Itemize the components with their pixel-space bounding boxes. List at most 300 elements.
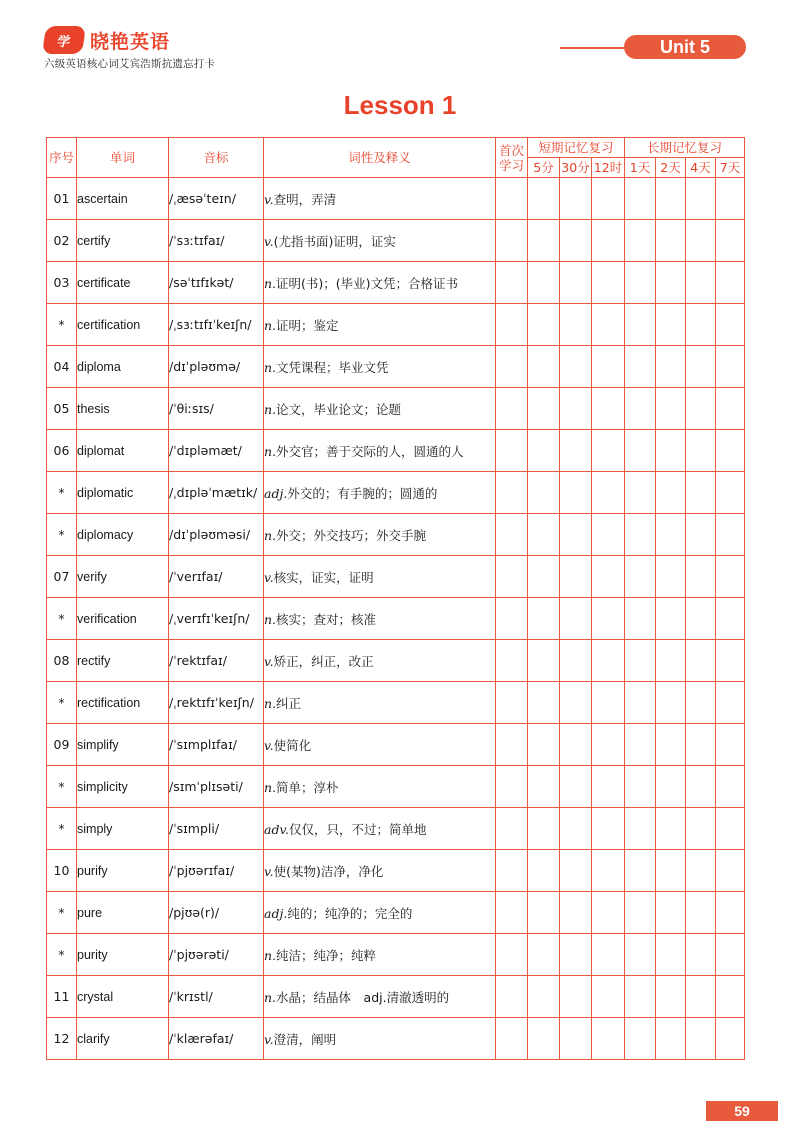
definition: 矫正，纠正，改正 <box>273 653 374 669</box>
review-checkbox-cell[interactable] <box>560 682 592 724</box>
table-row <box>47 262 745 304</box>
table-row <box>47 808 745 850</box>
review-checkbox-cell[interactable] <box>686 892 716 934</box>
review-checkbox-cell[interactable] <box>592 850 625 892</box>
review-checkbox-cell[interactable] <box>686 934 716 976</box>
row-phonetic: /sɪmˈplɪsəti/ <box>169 766 264 808</box>
review-checkbox-cell[interactable] <box>716 514 745 556</box>
row-phonetic: /ˈdɪpləmæt/ <box>169 430 264 472</box>
table-row <box>47 178 745 220</box>
review-checkbox-cell[interactable] <box>592 724 625 766</box>
review-checkbox-cell[interactable] <box>528 1018 560 1060</box>
header-short-0: 5分 <box>528 158 560 178</box>
review-checkbox-cell[interactable] <box>528 514 560 556</box>
row-index: 01 <box>47 178 77 220</box>
part-of-speech: adv. <box>264 821 290 837</box>
review-checkbox-cell[interactable] <box>496 598 528 640</box>
definition: 纯洁；纯净；纯粹 <box>276 947 377 963</box>
table-row <box>47 514 745 556</box>
review-checkbox-cell[interactable] <box>528 850 560 892</box>
review-checkbox-cell[interactable] <box>560 262 592 304</box>
row-index: * <box>47 892 77 934</box>
row-word: certification <box>77 304 169 346</box>
row-index: 04 <box>47 346 77 388</box>
review-checkbox-cell[interactable] <box>592 976 625 1018</box>
row-word: rectification <box>77 682 169 724</box>
row-word: pure <box>77 892 169 934</box>
review-checkbox-cell[interactable] <box>592 892 625 934</box>
row-meaning <box>264 346 496 388</box>
review-checkbox-cell[interactable] <box>656 766 686 808</box>
review-checkbox-cell[interactable] <box>560 808 592 850</box>
header-long-3: 7天 <box>716 158 745 178</box>
review-checkbox-cell[interactable] <box>686 514 716 556</box>
review-checkbox-cell[interactable] <box>592 808 625 850</box>
row-meaning <box>264 388 496 430</box>
review-checkbox-cell[interactable] <box>496 724 528 766</box>
part-of-speech: n. <box>264 989 277 1005</box>
table-row <box>47 472 745 514</box>
row-meaning <box>264 598 496 640</box>
row-index: 10 <box>47 850 77 892</box>
review-checkbox-cell[interactable] <box>560 346 592 388</box>
row-phonetic: /ˌrektɪfɪˈkeɪʃn/ <box>169 682 264 724</box>
review-checkbox-cell[interactable] <box>686 220 716 262</box>
review-checkbox-cell[interactable] <box>686 976 716 1018</box>
review-checkbox-cell[interactable] <box>592 472 625 514</box>
review-checkbox-cell[interactable] <box>496 178 528 220</box>
review-checkbox-cell[interactable] <box>656 892 686 934</box>
row-word: diploma <box>77 346 169 388</box>
review-checkbox-cell[interactable] <box>625 220 656 262</box>
review-checkbox-cell[interactable] <box>656 850 686 892</box>
review-checkbox-cell[interactable] <box>625 724 656 766</box>
review-checkbox-cell[interactable] <box>625 976 656 1018</box>
review-checkbox-cell[interactable] <box>528 766 560 808</box>
table-row <box>47 934 745 976</box>
review-checkbox-cell[interactable] <box>592 346 625 388</box>
review-checkbox-cell[interactable] <box>496 850 528 892</box>
review-checkbox-cell[interactable] <box>560 976 592 1018</box>
definition: 外交的；有手腕的；圆通的 <box>287 485 438 501</box>
review-checkbox-cell[interactable] <box>560 892 592 934</box>
review-checkbox-cell[interactable] <box>686 304 716 346</box>
review-checkbox-cell[interactable] <box>656 220 686 262</box>
definition: (尤指书面)证明，证实 <box>273 233 396 249</box>
part-of-speech: v. <box>264 569 274 585</box>
review-checkbox-cell[interactable] <box>716 640 745 682</box>
review-checkbox-cell[interactable] <box>496 388 528 430</box>
table-row <box>47 388 745 430</box>
review-checkbox-cell[interactable] <box>496 346 528 388</box>
book-subtitle: 六级英语核心词艾宾浩斯抗遗忘打卡 <box>44 58 216 70</box>
review-checkbox-cell[interactable] <box>686 556 716 598</box>
review-checkbox-cell[interactable] <box>716 892 745 934</box>
definition: 查明，弄清 <box>273 191 337 207</box>
row-phonetic: /ˈpjʊərəti/ <box>169 934 264 976</box>
review-checkbox-cell[interactable] <box>625 850 656 892</box>
row-word: verify <box>77 556 169 598</box>
review-checkbox-cell[interactable] <box>625 766 656 808</box>
review-checkbox-cell[interactable] <box>625 304 656 346</box>
review-checkbox-cell[interactable] <box>592 262 625 304</box>
review-checkbox-cell[interactable] <box>560 304 592 346</box>
review-checkbox-cell[interactable] <box>528 976 560 1018</box>
review-checkbox-cell[interactable] <box>528 430 560 472</box>
review-checkbox-cell[interactable] <box>686 472 716 514</box>
row-index: * <box>47 598 77 640</box>
review-checkbox-cell[interactable] <box>625 472 656 514</box>
row-phonetic: /ˈpjʊərɪfaɪ/ <box>169 850 264 892</box>
table-row <box>47 724 745 766</box>
lesson-title: Lesson 1 <box>343 90 457 120</box>
review-checkbox-cell[interactable] <box>528 472 560 514</box>
part-of-speech: n. <box>264 275 277 291</box>
review-checkbox-cell[interactable] <box>625 598 656 640</box>
review-checkbox-cell[interactable] <box>592 220 625 262</box>
row-phonetic: /ˌdɪpləˈmætɪk/ <box>169 472 264 514</box>
review-checkbox-cell[interactable] <box>686 388 716 430</box>
review-checkbox-cell[interactable] <box>592 514 625 556</box>
part-of-speech: n. <box>264 611 277 627</box>
row-index: * <box>47 766 77 808</box>
review-checkbox-cell[interactable] <box>528 220 560 262</box>
header-long-2: 4天 <box>686 158 716 178</box>
part-of-speech: n. <box>264 359 277 375</box>
review-checkbox-cell[interactable] <box>656 430 686 472</box>
review-checkbox-cell[interactable] <box>716 598 745 640</box>
table-row <box>47 220 745 262</box>
row-phonetic: /dɪˈpləʊməsi/ <box>169 514 264 556</box>
row-meaning <box>264 262 496 304</box>
review-checkbox-cell[interactable] <box>592 556 625 598</box>
review-checkbox-cell[interactable] <box>716 388 745 430</box>
review-checkbox-cell[interactable] <box>560 514 592 556</box>
review-checkbox-cell[interactable] <box>716 850 745 892</box>
review-checkbox-cell[interactable] <box>560 430 592 472</box>
row-word: purity <box>77 934 169 976</box>
review-checkbox-cell[interactable] <box>716 430 745 472</box>
review-checkbox-cell[interactable] <box>686 598 716 640</box>
row-index: 09 <box>47 724 77 766</box>
part-of-speech: n. <box>264 695 277 711</box>
part-of-speech: v. <box>264 737 274 753</box>
review-checkbox-cell[interactable] <box>528 934 560 976</box>
review-checkbox-cell[interactable] <box>656 514 686 556</box>
review-checkbox-cell[interactable] <box>528 388 560 430</box>
row-word: rectify <box>77 640 169 682</box>
review-checkbox-cell[interactable] <box>560 724 592 766</box>
review-checkbox-cell[interactable] <box>528 556 560 598</box>
review-checkbox-cell[interactable] <box>625 682 656 724</box>
review-checkbox-cell[interactable] <box>592 304 625 346</box>
review-checkbox-cell[interactable] <box>625 514 656 556</box>
row-meaning <box>264 304 496 346</box>
part-of-speech: v. <box>264 191 274 207</box>
review-checkbox-cell[interactable] <box>496 556 528 598</box>
row-index: 07 <box>47 556 77 598</box>
review-checkbox-cell[interactable] <box>656 556 686 598</box>
row-index: * <box>47 304 77 346</box>
review-checkbox-cell[interactable] <box>496 892 528 934</box>
definition: 使(某物)洁净，净化 <box>273 863 384 879</box>
header-first-study: 首次学习 <box>496 138 528 178</box>
review-checkbox-cell[interactable] <box>656 808 686 850</box>
review-checkbox-cell[interactable] <box>528 598 560 640</box>
review-checkbox-cell[interactable] <box>686 808 716 850</box>
review-checkbox-cell[interactable] <box>592 682 625 724</box>
review-checkbox-cell[interactable] <box>496 766 528 808</box>
review-checkbox-cell[interactable] <box>656 640 686 682</box>
row-word: diplomatic <box>77 472 169 514</box>
part-of-speech: v. <box>264 863 274 879</box>
row-word: purify <box>77 850 169 892</box>
row-index: * <box>47 514 77 556</box>
row-meaning <box>264 472 496 514</box>
review-checkbox-cell[interactable] <box>716 556 745 598</box>
review-checkbox-cell[interactable] <box>496 682 528 724</box>
review-checkbox-cell[interactable] <box>592 178 625 220</box>
definition: 仅仅，只，不过；简单地 <box>289 821 427 837</box>
review-checkbox-cell[interactable] <box>686 850 716 892</box>
row-phonetic: /ˈklærəfaɪ/ <box>169 1018 264 1060</box>
row-index: * <box>47 934 77 976</box>
definition: 核实；查对；核准 <box>276 611 377 627</box>
review-checkbox-cell[interactable] <box>625 430 656 472</box>
review-checkbox-cell[interactable] <box>528 682 560 724</box>
review-checkbox-cell[interactable] <box>656 1018 686 1060</box>
row-index: 05 <box>47 388 77 430</box>
review-checkbox-cell[interactable] <box>686 682 716 724</box>
row-word: diplomat <box>77 430 169 472</box>
review-checkbox-cell[interactable] <box>560 598 592 640</box>
review-checkbox-cell[interactable] <box>716 262 745 304</box>
review-checkbox-cell[interactable] <box>528 346 560 388</box>
row-word: simplify <box>77 724 169 766</box>
table-row <box>47 1018 745 1060</box>
table-row <box>47 682 745 724</box>
row-meaning <box>264 640 496 682</box>
review-checkbox-cell[interactable] <box>528 724 560 766</box>
row-phonetic: /ˈθiːsɪs/ <box>169 388 264 430</box>
review-checkbox-cell[interactable] <box>625 388 656 430</box>
review-checkbox-cell[interactable] <box>560 178 592 220</box>
review-checkbox-cell[interactable] <box>560 220 592 262</box>
unit-badge: Unit 5 <box>624 35 746 59</box>
review-checkbox-cell[interactable] <box>625 556 656 598</box>
review-checkbox-cell[interactable] <box>496 430 528 472</box>
review-checkbox-cell[interactable] <box>625 346 656 388</box>
row-word: thesis <box>77 388 169 430</box>
review-checkbox-cell[interactable] <box>496 934 528 976</box>
table-row <box>47 640 745 682</box>
row-phonetic: /ˌæsəˈteɪn/ <box>169 178 264 220</box>
review-checkbox-cell[interactable] <box>560 556 592 598</box>
table-row <box>47 598 745 640</box>
definition: 文凭课程；毕业文凭 <box>276 359 389 375</box>
review-checkbox-cell[interactable] <box>716 682 745 724</box>
review-checkbox-cell[interactable] <box>528 808 560 850</box>
review-checkbox-cell[interactable] <box>716 178 745 220</box>
row-phonetic: /ˌverɪfɪˈkeɪʃn/ <box>169 598 264 640</box>
logo <box>44 26 170 54</box>
review-checkbox-cell[interactable] <box>686 1018 716 1060</box>
review-checkbox-cell[interactable] <box>656 724 686 766</box>
review-checkbox-cell[interactable] <box>528 262 560 304</box>
row-meaning <box>264 892 496 934</box>
row-meaning <box>264 1018 496 1060</box>
logo-mark: 学 <box>42 26 86 54</box>
review-checkbox-cell[interactable] <box>560 640 592 682</box>
review-checkbox-cell[interactable] <box>528 304 560 346</box>
review-checkbox-cell[interactable] <box>656 304 686 346</box>
header-phonetic: 音标 <box>169 138 264 178</box>
review-checkbox-cell[interactable] <box>625 934 656 976</box>
definition: 外交官；善于交际的人，圆通的人 <box>276 443 464 459</box>
review-checkbox-cell[interactable] <box>656 598 686 640</box>
review-checkbox-cell[interactable] <box>625 892 656 934</box>
part-of-speech: n. <box>264 947 277 963</box>
header-long-0: 1天 <box>625 158 656 178</box>
review-checkbox-cell[interactable] <box>716 724 745 766</box>
review-checkbox-cell[interactable] <box>716 1018 745 1060</box>
review-checkbox-cell[interactable] <box>686 178 716 220</box>
review-checkbox-cell[interactable] <box>686 640 716 682</box>
review-checkbox-cell[interactable] <box>656 346 686 388</box>
review-checkbox-cell[interactable] <box>560 766 592 808</box>
row-meaning <box>264 178 496 220</box>
review-checkbox-cell[interactable] <box>496 976 528 1018</box>
review-checkbox-cell[interactable] <box>716 304 745 346</box>
definition: 纠正 <box>276 695 302 711</box>
review-checkbox-cell[interactable] <box>496 514 528 556</box>
part-of-speech: n. <box>264 317 277 333</box>
row-index: 12 <box>47 1018 77 1060</box>
review-checkbox-cell[interactable] <box>656 682 686 724</box>
page-number: 59 <box>706 1101 778 1121</box>
part-of-speech: v. <box>264 1031 274 1047</box>
part-of-speech: n. <box>264 779 277 795</box>
row-meaning <box>264 682 496 724</box>
definition: 澄清，阐明 <box>273 1031 337 1047</box>
review-checkbox-cell[interactable] <box>592 598 625 640</box>
row-meaning <box>264 220 496 262</box>
review-checkbox-cell[interactable] <box>686 346 716 388</box>
row-word: simply <box>77 808 169 850</box>
review-checkbox-cell[interactable] <box>656 934 686 976</box>
row-meaning <box>264 514 496 556</box>
review-checkbox-cell[interactable] <box>496 472 528 514</box>
review-checkbox-cell[interactable] <box>528 178 560 220</box>
review-checkbox-cell[interactable] <box>560 388 592 430</box>
row-meaning <box>264 934 496 976</box>
review-checkbox-cell[interactable] <box>592 640 625 682</box>
review-checkbox-cell[interactable] <box>592 430 625 472</box>
review-checkbox-cell[interactable] <box>625 1018 656 1060</box>
definition: 使简化 <box>273 737 312 753</box>
row-word: verification <box>77 598 169 640</box>
row-index: 11 <box>47 976 77 1018</box>
review-checkbox-cell[interactable] <box>716 766 745 808</box>
review-checkbox-cell[interactable] <box>656 262 686 304</box>
review-checkbox-cell[interactable] <box>560 850 592 892</box>
review-checkbox-cell[interactable] <box>656 472 686 514</box>
review-checkbox-cell[interactable] <box>625 808 656 850</box>
review-checkbox-cell[interactable] <box>625 262 656 304</box>
review-checkbox-cell[interactable] <box>686 430 716 472</box>
part-of-speech: v. <box>264 653 274 669</box>
definition: 简单；淳朴 <box>276 779 339 795</box>
row-word: simplicity <box>77 766 169 808</box>
review-checkbox-cell[interactable] <box>496 304 528 346</box>
row-meaning <box>264 976 496 1018</box>
definition: 水晶；结晶体 adj.清澈透明的 <box>276 989 450 1005</box>
review-checkbox-cell[interactable] <box>656 178 686 220</box>
review-checkbox-cell[interactable] <box>716 976 745 1018</box>
review-checkbox-cell[interactable] <box>528 892 560 934</box>
row-word: crystal <box>77 976 169 1018</box>
definition: 证明(书)；(毕业)文凭；合格证书 <box>276 275 459 291</box>
table-row <box>47 850 745 892</box>
review-checkbox-cell[interactable] <box>716 808 745 850</box>
review-checkbox-cell[interactable] <box>592 934 625 976</box>
row-phonetic: /ˈverɪfaɪ/ <box>169 556 264 598</box>
row-phonetic: /dɪˈpləʊmə/ <box>169 346 264 388</box>
review-checkbox-cell[interactable] <box>656 388 686 430</box>
review-checkbox-cell[interactable] <box>686 262 716 304</box>
row-word: diplomacy <box>77 514 169 556</box>
review-checkbox-cell[interactable] <box>625 640 656 682</box>
table-row <box>47 892 745 934</box>
review-checkbox-cell[interactable] <box>496 220 528 262</box>
row-meaning <box>264 808 496 850</box>
review-checkbox-cell[interactable] <box>716 934 745 976</box>
row-index: * <box>47 808 77 850</box>
review-checkbox-cell[interactable] <box>716 346 745 388</box>
review-checkbox-cell[interactable] <box>625 178 656 220</box>
vocab-table <box>46 137 745 1060</box>
review-checkbox-cell[interactable] <box>528 640 560 682</box>
review-checkbox-cell[interactable] <box>560 934 592 976</box>
review-checkbox-cell[interactable] <box>592 388 625 430</box>
header-long-1: 2天 <box>656 158 686 178</box>
review-checkbox-cell[interactable] <box>592 766 625 808</box>
review-checkbox-cell[interactable] <box>592 1018 625 1060</box>
review-checkbox-cell[interactable] <box>496 808 528 850</box>
review-checkbox-cell[interactable] <box>496 1018 528 1060</box>
header-meaning: 词性及释义 <box>264 138 496 178</box>
review-checkbox-cell[interactable] <box>686 766 716 808</box>
review-checkbox-cell[interactable] <box>560 472 592 514</box>
review-checkbox-cell[interactable] <box>716 220 745 262</box>
header-word: 单词 <box>77 138 169 178</box>
table-row <box>47 346 745 388</box>
review-checkbox-cell[interactable] <box>716 472 745 514</box>
review-checkbox-cell[interactable] <box>686 724 716 766</box>
definition: 论文，毕业论文；论题 <box>276 401 402 417</box>
header-short-review: 短期记忆复习 <box>528 138 625 158</box>
definition: 外交；外交技巧；外交手腕 <box>276 527 427 543</box>
review-checkbox-cell[interactable] <box>560 1018 592 1060</box>
definition: 证明；鉴定 <box>276 317 339 333</box>
row-word: ascertain <box>77 178 169 220</box>
row-phonetic: /pjʊə(r)/ <box>169 892 264 934</box>
row-word: certify <box>77 220 169 262</box>
review-checkbox-cell[interactable] <box>496 640 528 682</box>
review-checkbox-cell[interactable] <box>656 976 686 1018</box>
row-index: 03 <box>47 262 77 304</box>
review-checkbox-cell[interactable] <box>496 262 528 304</box>
